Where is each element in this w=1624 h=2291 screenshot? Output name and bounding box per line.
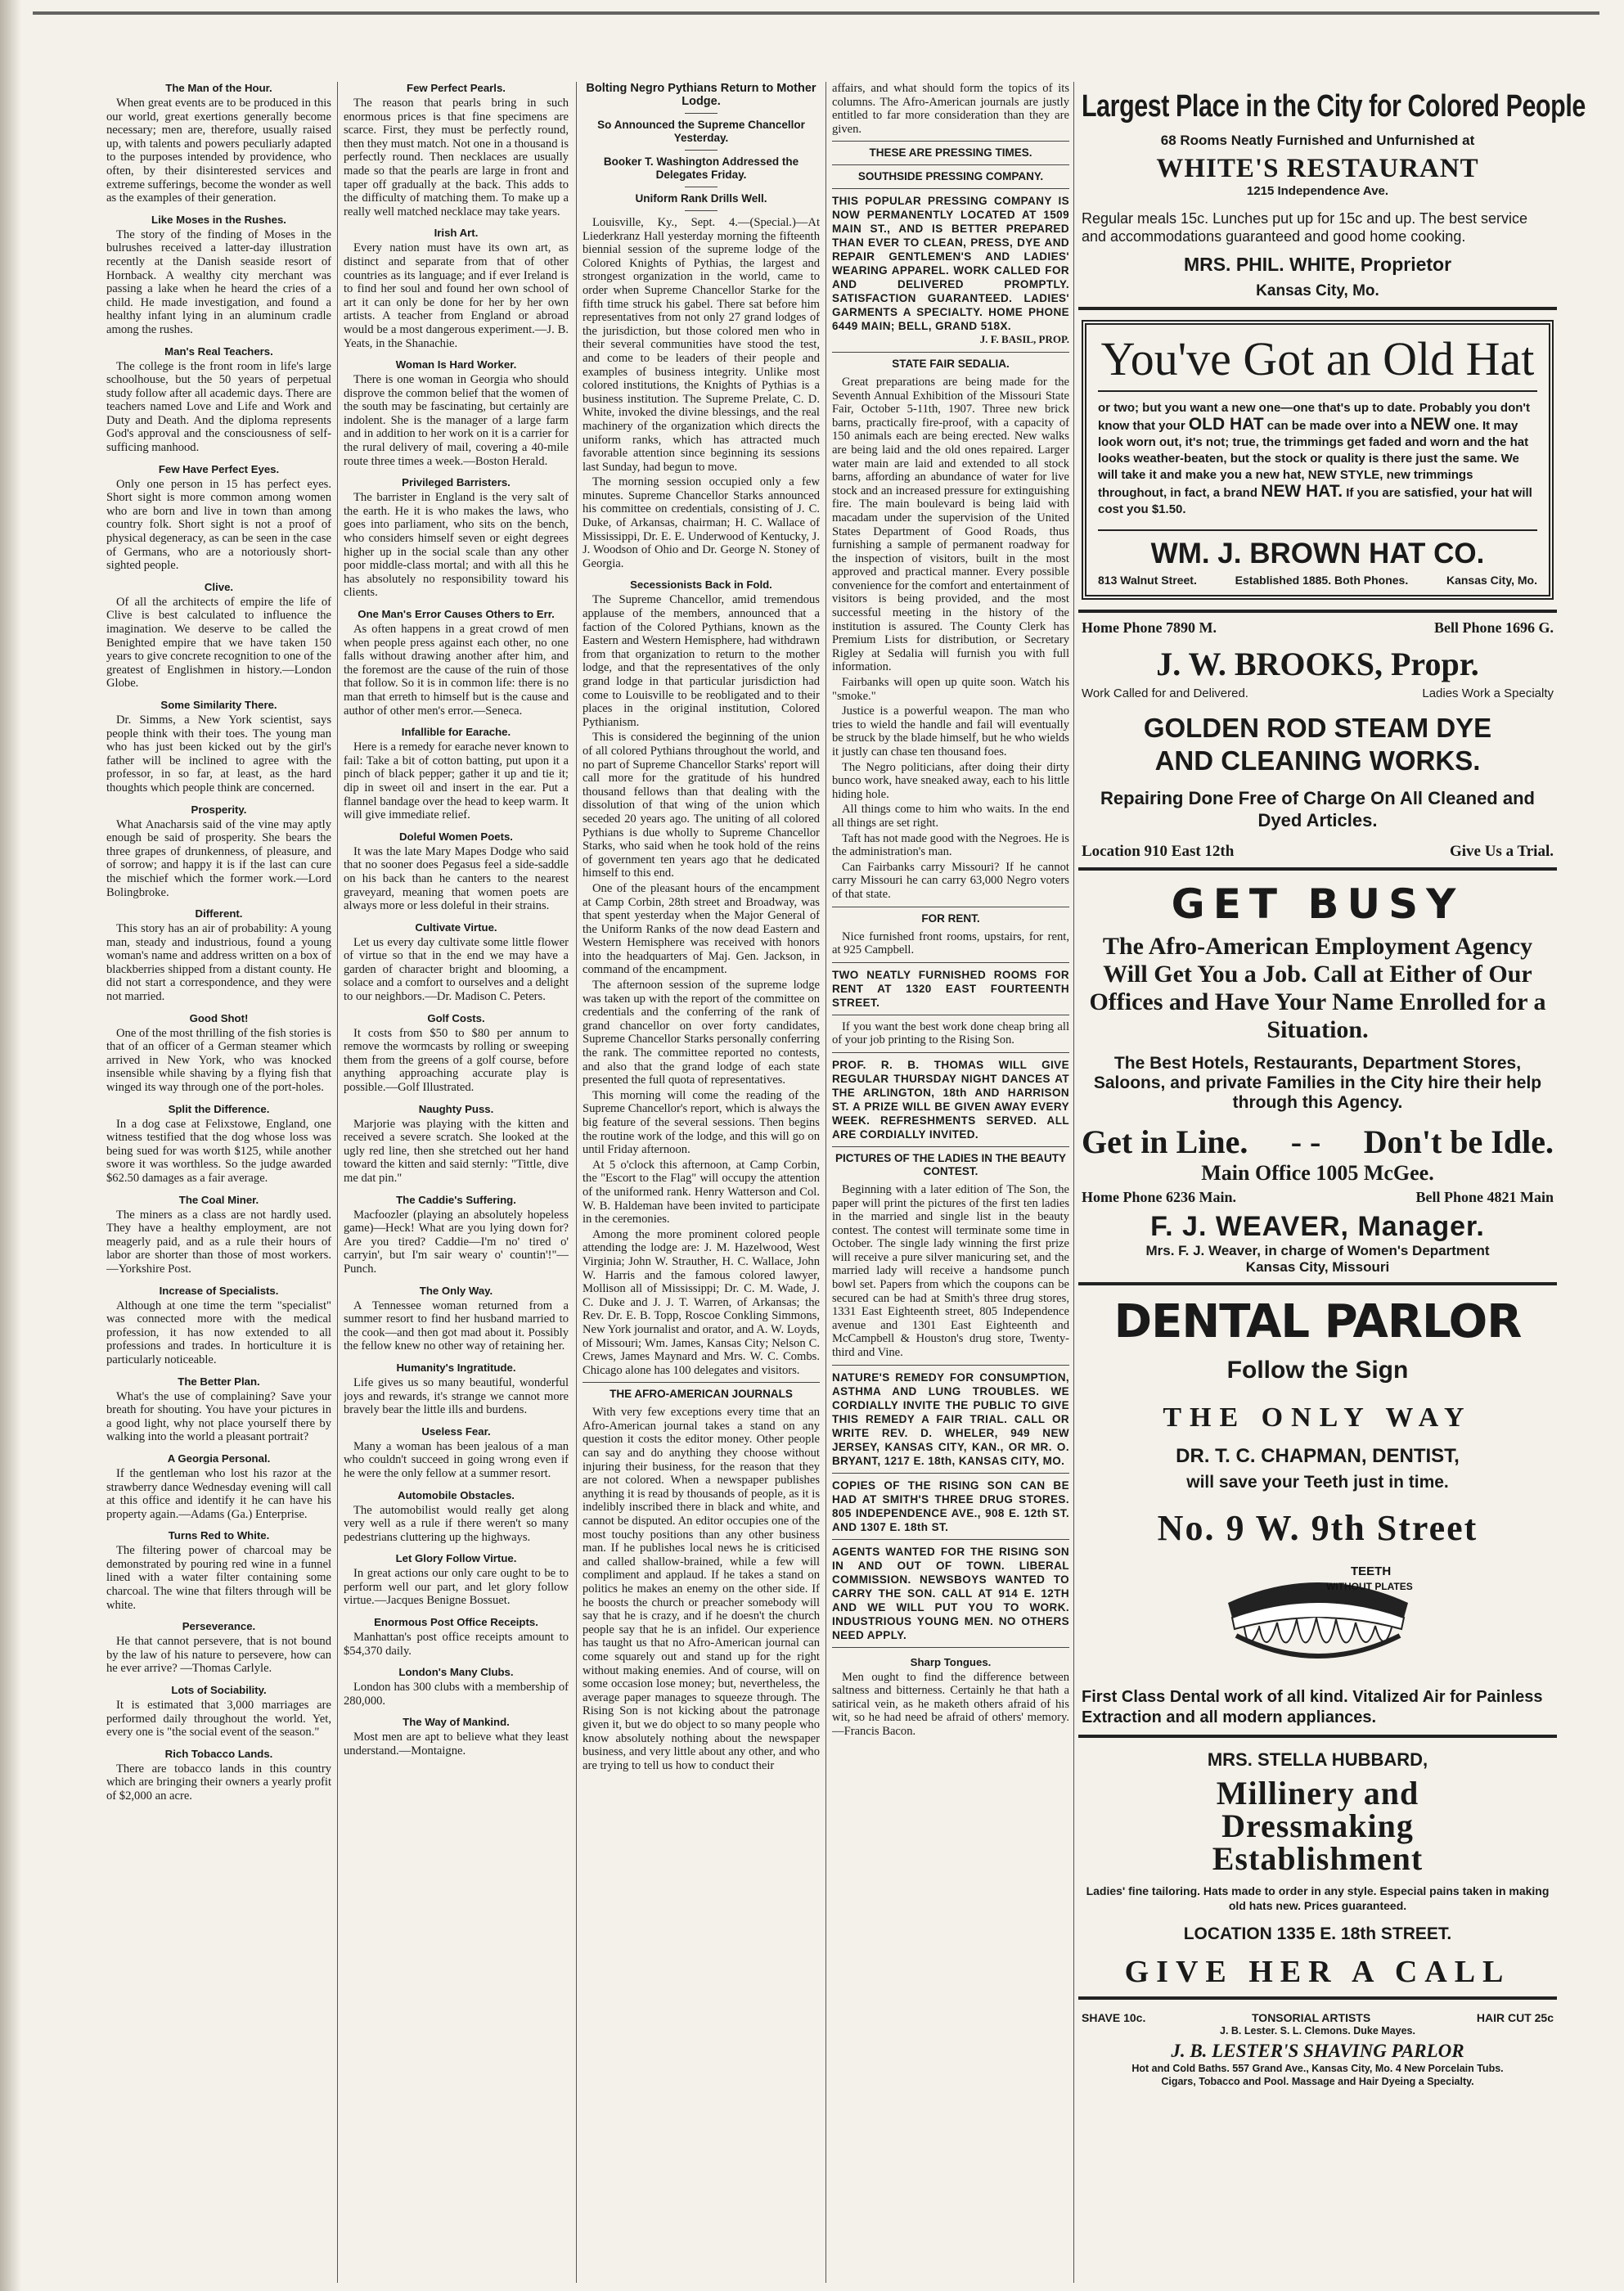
ad-established: Established 1885. Both Phones. xyxy=(1235,574,1409,587)
article-headline: THE AFRO-AMERICAN JOURNALS xyxy=(610,1388,793,1401)
ad-phone-row xyxy=(1082,1189,1554,1206)
item-text: One of the most thrilling of the fish stories is that of an officer of a German steamer which arrived in New York, who was knocked insensible while shaving by a flying fish that winged its way through one of the port-holes. xyxy=(106,1026,331,1095)
article-text: Among the more prominent colored people attending the lodge are: J. M. Hazelwood, West Virginia; John W. Strauther, H. C. Wallace, John W. Harris and the famous colored lawyer, Mollison all of Mississippi; Dr. C. M. Wade, J. C. Duke and J. J. T. Warren, of Arkansas; the Rev. Dr. E. B. Topp, Roscoe Conkling Simmons, New York journalist and orator, and A. W. Loyds, of Missouri; Wm. James, Kansas City; Nelson C. Crews, James Maynard and Mrs. W. C. Combs. Chicago alone has 100 delegates and visitors. xyxy=(583,1227,820,1377)
divider xyxy=(832,141,1069,142)
notice-heading: FOR RENT. xyxy=(921,911,980,925)
item-text: As often happens in a great crowd of men when people press against each other, no one falls without drawing another after him, and the foremost are the cause of the ruin of those that follow. So it is in common life: there is no man that erreth to himself but is the cause and author of other men's error.—Seneca. xyxy=(344,623,569,718)
item-heading: Like Moses in the Rushes. xyxy=(151,213,286,226)
teeth-sign-label: WITHOUT PLATES xyxy=(1325,1581,1413,1592)
item-heading: Few Perfect Pearls. xyxy=(407,82,506,94)
ad-headline: Largest Place in the City for Colored People xyxy=(1082,89,1586,124)
article-headline: Bolting Negro Pythians Return to Mother Lodge. xyxy=(586,82,816,108)
ad-business-name: WHITE'S RESTAURANT xyxy=(1156,154,1479,183)
item-text: London has 300 clubs with a membership of 280,000. xyxy=(344,1681,569,1708)
ad-proprietor: F. J. WEAVER, Manager. xyxy=(1150,1211,1485,1242)
divider xyxy=(832,1052,1069,1053)
item-text: What Anacharsis said of the vine may aptly enough be said of prosperity. She bears the three grapes of drunkenness, of pleasure, and of sorrow; and happy it is if the last can cure the mischief which the former work.—Lord Bolingbroke. xyxy=(106,817,331,899)
item-heading: Automobile Obstacles. xyxy=(398,1488,515,1501)
ad-text: Regular meals 15c. Lunches put up for 15c and up. The best service and accommodations guaranteed and good home cooking. xyxy=(1082,210,1527,245)
ad-business-name-line: Dressmaking xyxy=(1221,1807,1414,1844)
item-text: This story has an air of probability: A young man, steady and industrious, found a young woman's name and address written on a box of blackberries shipped from a distant county. He did not start a correspondence, and they were not married. xyxy=(106,922,331,1004)
notice-text: NATURE'S REMEDY FOR CONSUMPTION, ASTHMA AND LUNG TROUBLES. WE CORDIALLY INVITE THE PUBLIC TO GIVE THIS REMEDY A FAIR TRIAL. CALL OR WRITE REV. D. WHELER, 949 NEW JERSEY, KANSAS CITY, KAN., OR MR. O. BRYANT, 1217 E. 18th, KANSAS CITY, MO. xyxy=(832,1371,1069,1467)
column-rule xyxy=(337,82,338,2283)
item-text: The miners as a class are not hardly used. They have a healthy employment, are not meagerly paid, and as a rule their hours of labor are shorter than those of most workers.—Yorkshire Post. xyxy=(106,1208,331,1276)
item-text: Dr. Simms, a New York scientist, says people think with their toes. The young man who has just been kicked out by the girl's father will be inclined to agree with the professor, in so far, at least, as the hard thoughts which people think are concerned. xyxy=(106,713,331,794)
item-text: Of all the architects of empire the life of Clive is best calculated to influence the imagination. We deserve to be called the Benighted empire that we have taken 150 years to give concrete recognition to one of the greatest of Englishmen in history.—London Globe. xyxy=(106,595,331,691)
ad-text: First Class Dental work of all kind. Vitalized Air for Painless Extraction and all modern appliances. xyxy=(1082,1688,1543,1726)
item-text: The barrister in England is the very salt of the earth. He it is who makes the laws, who goes into parliament, who sits on the bench, who considers himself seven or eight degrees higher up in the social scale than any other poor middle-class mortal; and with all this he has absolutely no responsibility toward his clients. xyxy=(344,491,569,600)
ad-text-part: or two; but you want a new one—one that's up to date. Probably you don't know that your xyxy=(1098,401,1530,433)
notice-signature: J. F. BASIL, PROP. xyxy=(979,333,1069,346)
ads-column xyxy=(1078,82,1586,2283)
article-text: If you want the best work done cheap bring all of your job printing to the Rising Son. xyxy=(832,1019,1069,1047)
column-3 xyxy=(583,82,820,2283)
column-1 xyxy=(106,82,331,2283)
item-heading: Infallible for Earache. xyxy=(401,726,511,739)
ad-phone: Bell Phone 4821 Main xyxy=(1415,1189,1554,1205)
item-text: The automobilist would really get along very well as a rule if there weren't so many pedestrians cluttering up the highways. xyxy=(344,1503,569,1544)
ad-text-part: can be made over into a xyxy=(1263,419,1410,433)
item-heading: Woman Is Hard Worker. xyxy=(395,358,517,371)
item-text: There is one woman in Georgia who should disprove the common belief that the women of the south may be fascinating, but certainly are indolent. She is the manager of a large farm and in addition to her work on it is a carrier for the rural delivery of mail, covering a 40-mile route three times a week.—Boston Herald. xyxy=(344,373,569,468)
ad-text: Cigars, Tobacco and Pool. Massage and Hair Dyeing a Specialty. xyxy=(1161,2076,1474,2087)
article-subhead: Booker T. Washington Addressed the Delegates Friday. xyxy=(603,155,799,181)
ad-text: Ladies' fine tailoring. Hats made to order in any style. Especial pains taken in making old hats new. Prices guaranteed. xyxy=(1086,1884,1550,1912)
item-text: In a dog case at Felixstowe, England, one witness testified that the dog whose loss was being sued for was worth $125, while another swore it was worthless. So the judge awarded $62.50 damages as a fair average. xyxy=(106,1117,331,1185)
ad-address-row xyxy=(1098,574,1537,587)
item-heading: Turns Red to White. xyxy=(168,1529,270,1542)
item-text: If the gentleman who lost his razor at the strawberry dance Wednesday evening will call at this office and identify it he can have his property again.—Adams (Ga.) Enterprise. xyxy=(106,1466,331,1521)
item-heading: London's Many Clubs. xyxy=(398,1666,514,1679)
article-text: Justice is a powerful weapon. The man who tries to wield the handle and fail will eventually be struck by the blade himself, but he who wields it justly can chase ten thousand foes. xyxy=(832,704,1069,758)
ad-slogan: GIVE HER A CALL xyxy=(1124,1955,1511,1989)
item-heading: Good Shot! xyxy=(189,1011,249,1024)
ad-names: J. B. Lester. S. L. Clemons. Duke Mayes. xyxy=(1220,2025,1415,2037)
ad-text: Ladies Work a Specialty xyxy=(1422,686,1554,700)
ad-proprietor: MRS. PHIL. WHITE, Proprietor xyxy=(1183,254,1452,275)
article-text: affairs, and what should form the topics of its columns. The Afro-American journals are justly entitled to far more consideration than they are given. xyxy=(832,82,1069,136)
divider xyxy=(832,1539,1069,1540)
column-rule xyxy=(825,82,826,2283)
ad-shaving-parlor xyxy=(1078,2000,1557,2095)
item-text: Every nation must have its own art, as distinct and separate from that of other countries as its language; and if ever Ireland is to find her soul and found her own school of art it can only be done for her by her own artists. A teacher from England or abroad would be a most dangerous experiment.—J. B. Yeats, in the Shanachie. xyxy=(344,241,569,350)
ad-row xyxy=(1082,686,1554,700)
ad-box xyxy=(1082,320,1554,600)
ad-text-part: one. It may look worn out, it's not; true, the trimmings get faded and worn and the hat looks weather-beaten, but the stock or quality is there just the same. We will take it and make you a new hat, NEW STYLE, new trimmings throughout, in fact, a brand xyxy=(1098,419,1529,500)
article-text: Great preparations are being made for the Seventh Annual Exhibition of the Missouri State Fair, October 5-11th, 1907. Three new brick barns, practically fire-proof, with a capacity of 150 animals each are being erected. New walks are being laid and the old ones repaired. Larger water main are laid and extended to all stock barns, affording an abundance of water for live stock and an increased pressure for extinguishing fire. The main boulevard is being laid with macadam under the supervision of the United States Department of Good Roads, thus furnishing a sample of permanent roadway for the inspection of visitors, built in the most approved and practical manner. Every possible convenience for the comfort and entertainment of visitors is being provided, and the most successful meeting in the history of the institution is assured. The County Clerk has Premium Lists for distribution, or Secretary Rigley at Sedalia will furnish you with full information. xyxy=(832,375,1069,674)
ad-proprietor: J. W. BROOKS, Propr. xyxy=(1156,646,1479,682)
item-heading: The Way of Mankind. xyxy=(403,1716,510,1729)
item-heading: Prosperity. xyxy=(191,803,247,816)
item-text: The college is the front room in life's large schoolhouse, but the 50 years of perpetual study follow after all academic days. There are teachers named Love and Life and Work and Duty and Death. And the diploma represents God's approval and the consciousness of self-sufficing manhood. xyxy=(106,359,331,455)
ad-proprietor: DR. T. C. CHAPMAN, DENTIST, xyxy=(1176,1445,1460,1467)
article-text: The Supreme Chancellor, amid tremendous applause of the members, announced that a faction of the Colored Pythians, known as the Eastern and Western Hemisphere, had withdrawn from that organization to return to the mother lodge, and that the representatives of the only grand lodge in that particular jurisdiction had come to Louisville to be reobligated and to their places in the original institution, Colored Pythianism. xyxy=(583,593,820,729)
ad-text: The Best Hotels, Restaurants, Department Stores, Saloons, and private Families in the City hire their help through this Agency. xyxy=(1093,1054,1542,1112)
divider xyxy=(832,962,1069,963)
item-heading: Lots of Sociability. xyxy=(171,1684,267,1697)
top-rule xyxy=(33,11,1599,15)
item-text: In great actions our only care ought to be to perform well our part, and let glory follow virtue.—Jacques Benigne Bossuet. xyxy=(344,1567,569,1608)
item-heading: Golf Costs. xyxy=(427,1011,485,1024)
item-heading: The Caddie's Suffering. xyxy=(396,1193,516,1206)
divider xyxy=(832,1365,1069,1366)
notice-heading: SOUTHSIDE PRESSING COMPANY. xyxy=(857,170,1044,183)
ad-slogan: Get in Line. xyxy=(1082,1123,1248,1160)
item-text: Although at one time the term "specialist" was connected more with the medical profession, it has now extended to all professions and trades. In horticulture it is particularly noticeable. xyxy=(106,1299,331,1366)
ad-text: will save your Teeth just in time. xyxy=(1186,1473,1449,1492)
item-heading: Different. xyxy=(195,907,243,920)
item-text: Many a woman has been jealous of a man who couldn't succeed in going wrong even if he were the only fellow at a summer resort. xyxy=(344,1439,569,1480)
ad-golden-rod xyxy=(1078,613,1557,871)
ad-price: SHAVE 10c. xyxy=(1082,2011,1146,2024)
ad-emphasis: NEW xyxy=(1410,415,1451,434)
item-heading: The Better Plan. xyxy=(178,1375,260,1388)
ad-slogan-row xyxy=(1082,1123,1554,1161)
article-text: With very few exceptions every time that an Afro-American journal takes a stand on any question it costs the editor money. Other people can say and do anything they choose without injuring their business, for the reason that they are not colored. When a newspaper publishes anything it is read by thousands of people, as it is indelibly inscribed there in black and white, and cannot be disputed. An editor occupies one of the most touchy positions than any other business man. If he publishes local news he is criticised and called shallow-brained, while a few will compliment and applaud. If he takes a stand on politics he makes an enemy on the other side. If he boosts the church or preacher somebody will say that he is crazy, and if he doesn't the church people say that he is an infidel. Our experience has taught us that no Afro-American journal can come squarely out and stand up for the right without making enemies. And of course, will on some occasion lose money; but, nevertheless, the average paper manages to squeeze through. The Rising Son is not kicking about the patronage given it, but we do object to so many people who know absolutely nothing about the newspaper business, and very little about any other, and who are trying to tell us how to conduct their xyxy=(583,1406,820,1772)
item-text: A Tennessee woman returned from a summer resort to find her husband married to the cook—and then got mad about it. Possibly the fellow knew no other way of retaining her. xyxy=(344,1299,569,1353)
notice-heading: STATE FAIR SEDALIA. xyxy=(892,357,1010,370)
column-rule xyxy=(576,82,577,2283)
ad-text xyxy=(1098,400,1537,518)
item-text: The filtering power of charcoal may be demonstrated by pouring red wine in a funnel lined with a water filter containing some charcoal. The wine that filters through will be white. xyxy=(106,1544,331,1612)
item-text: Manhattan's post office receipts amount to $54,370 daily. xyxy=(344,1631,569,1658)
item-heading: Few Have Perfect Eyes. xyxy=(158,462,280,475)
article-subhead: Uniform Rank Drills Well. xyxy=(635,192,767,205)
ad-text: Hot and Cold Baths. 557 Grand Ave., Kansas City, Mo. 4 New Porcelain Tubs. xyxy=(1131,2063,1504,2074)
ad-text: Follow the Sign xyxy=(1226,1357,1409,1384)
divider xyxy=(832,1146,1069,1147)
ad-headline: You've Got an Old Hat xyxy=(1098,333,1537,392)
divider xyxy=(832,1473,1069,1474)
notice-text: COPIES OF THE RISING SON CAN BE HAD AT SMITH'S THREE DRUG STORES. 805 INDEPENDENCE AVE., 908 E. 12th ST. AND 1307 E. 18th ST. xyxy=(832,1479,1069,1533)
ad-price: HAIR CUT 25c xyxy=(1476,2011,1554,2024)
divider xyxy=(832,352,1069,353)
teeth-sign-label: TEETH xyxy=(1350,1564,1391,1578)
divider xyxy=(832,164,1069,165)
ad-emphasis: NEW HAT. xyxy=(1261,482,1343,501)
teeth-icon xyxy=(1212,1554,1424,1677)
ad-employment-agency xyxy=(1078,871,1557,1285)
item-heading: Increase of Specialists. xyxy=(159,1284,279,1297)
item-heading: Doleful Women Poets. xyxy=(399,830,513,843)
item-heading: Humanity's Ingratitude. xyxy=(396,1361,516,1374)
ad-address: 813 Walnut Street. xyxy=(1098,574,1197,587)
ad-text: The Afro-American Employment Agency Will Get You a Job. Call at Either of Our Offices and Have Your Name Enrolled for a Situation. xyxy=(1089,933,1546,1043)
ad-text: TONSORIAL ARTISTS xyxy=(1252,2011,1371,2024)
item-heading: Privileged Barristers. xyxy=(402,476,511,489)
article-text: The morning session occupied only a few minutes. Supreme Chancellor Starks announced his committee on credentials, consisting of J. C. Duke, of Arkansas, chairman; H. C. Wallace of Mississippi, Dr. E. E. Underwood of Kentucky, J. J. Woodson of Ohio and Dr. George N. Stoney of Georgia. xyxy=(583,475,820,570)
item-heading: Perseverance. xyxy=(182,1620,256,1633)
article-text: This is considered the beginning of the union of all colored Pythians throughout the world, and no part of Supreme Chancellor Starks' report will call more for the gratitude of his hundred thousand fellows than that dealing with the dissolution of that wing of the union which seceded 20 years ago. The uniting of all colored Pythians is due wholly to Supreme Chancellor Starks, who said when he took hold of the reins of government ten years ago that he dedicated himself to this end. xyxy=(583,731,820,880)
item-heading: Let Glory Follow Virtue. xyxy=(395,1552,517,1565)
item-text: Let us every day cultivate some little flower of virtue so that in the end we may have a garden of character bright and blooming, a solace and a comfort to ourselves and a delight to our neighbors.—Dr. Madison C. Peters. xyxy=(344,935,569,1004)
item-text: Macfoozler (playing an absolutely hopeless game)—Heck! What are you lying down for? Are you tired? Caddie—I'm no' tired o' carryin', but I'm sair weary o' countin'!"—Punch. xyxy=(344,1208,569,1276)
ad-millinery xyxy=(1078,1738,1557,2000)
article-text: At 5 o'clock this afternoon, at Camp Corbin, the "Escort to the Flag" will occupy the attention of the uniformed rank. Henry Watterson and Col. W. B. Haldeman have been invited to participate in the ceremonies. xyxy=(583,1158,820,1227)
ad-business-name-line: AND CLEANING WORKS. xyxy=(1154,745,1481,776)
notice-text: AGENTS WANTED FOR THE RISING SON IN AND OUT OF TOWN. LIBERAL COMMISSION. NEWSBOYS WANTED TO CARRY THE SON. CALL AT 914 E. 12TH AND WE WILL PUT YOU TO WORK. INDUSTRIOUS YOUNG MEN. NO OTHERS NEED APPLY. xyxy=(832,1545,1069,1641)
article-text: One of the pleasant hours of the encampment at Camp Corbin, 28th street and Broadway, was that spent yesterday when the Major General of the Uniform Ranks of the now dead Eastern and Western Hemisphere was received with honors into the headquarters of Maj. Gen. Jackson, in command of the encampment. xyxy=(583,881,820,977)
notice-text: TWO NEATLY FURNISHED ROOMS FOR RENT AT 1320 EAST FOURTEENTH STREET. xyxy=(832,968,1069,1009)
item-heading: Naughty Puss. xyxy=(418,1102,494,1115)
ad-business-name-line: Establishment xyxy=(1212,1840,1424,1877)
item-heading: One Man's Error Causes Others to Err. xyxy=(358,608,555,620)
item-text: The reason that pearls bring in such enormous prices is that fine specimens are scarce. First, they must be perfectly round, then they must match. Not one in a thousand is perfectly round. Then necklaces are usually made so that the pearls are large in front and taper off gradually at the back. This adds to the difficulty of matching them. To make up a really well matched necklace may take years. xyxy=(344,97,569,218)
article-text: The afternoon session of the supreme lodge was taken up with the report of the committee on credentials and the conferring of the rank of grand chancellor on over forty candidates, Supreme Chancellor Starks personally conferring the rank. The committee reported no contests, and also that the grand lodge of each state presented the full quota of representatives. xyxy=(583,979,820,1087)
article-subhead: Secessionists Back in Fold. xyxy=(630,578,772,592)
item-heading: The Coal Miner. xyxy=(178,1193,259,1206)
item-heading: Clive. xyxy=(204,580,234,593)
item-text: The story of the finding of Moses in the bulrushes received a latter-day illustration recently at the Danish seaside resort of Hornback. A wealthy city merchant was passing a lake when he heard the cries of a child. He made investigation, and found a healthy infant lying in an aluminum cradle among the rushes. xyxy=(106,227,331,336)
notice-text: PROF. R. B. THOMAS WILL GIVE REGULAR THURSDAY NIGHT DANCES AT THE ARLINGTON, 18th AND HARRISON ST. A PRIZE WILL BE GIVEN AWAY EVERY WEEK. REFRESHMENTS SERVED. ALL ARE CORDIALLY INVITED. xyxy=(832,1058,1069,1141)
ad-business-name xyxy=(1082,1777,1554,1875)
item-heading: Sharp Tongues. xyxy=(910,1655,992,1668)
ad-text: Mrs. F. J. Weaver, in charge of Women's Department xyxy=(1145,1243,1490,1258)
ad-business-name: J. B. LESTER'S SHAVING PARLOR xyxy=(1171,2041,1464,2061)
column-rule xyxy=(1073,82,1074,2283)
ad-text: Work Called for and Delivered. xyxy=(1082,686,1248,700)
ad-text-part: If you are satisfied, your hat will cost you $1.50. xyxy=(1098,486,1532,516)
item-heading: Enormous Post Office Receipts. xyxy=(374,1616,538,1629)
article-text: Beginning with a later edition of The Son, the paper will print the pictures of the first ten ladies in the married and single list in the beauty contest. The contest will terminate some time in October. The single lady winning the first prize will receive a pure silver manicuring set, and the married lady will receive a handsome punch bowl set. Papers from which the coupons can be secured can be had at Smith's three drug stores, 1331 East Eighteenth street, 805 Independence avenue and 1301 East Eighteenth and McCampbell & Houston's drug store, Twenty-third and Vine. xyxy=(832,1182,1069,1360)
ad-slogan: Don't be Idle. xyxy=(1363,1123,1554,1160)
article-subhead: So Announced the Supreme Chancellor Yesterday. xyxy=(597,119,805,144)
ad-slogan: - - xyxy=(1290,1123,1321,1160)
item-heading: Irish Art. xyxy=(434,227,479,240)
divider xyxy=(685,150,718,151)
article-text: Men ought to find the difference between saltness and bitterness. Certainly he that hath a satirical vein, as he maketh others afraid of his wit, so he had need be afraid of others' memory.—Francis Bacon. xyxy=(832,1670,1069,1738)
notice-heading: THESE ARE PRESSING TIMES. xyxy=(869,146,1032,160)
ad-business-name xyxy=(1082,712,1554,777)
ad-text: 68 Rooms Neatly Furnished and Unfurnished at xyxy=(1160,133,1475,148)
ad-phone-row xyxy=(1082,619,1554,637)
item-heading: Some Similarity There. xyxy=(160,698,277,711)
item-text: When great events are to be produced in this our world, great exertions generally become necessary; men are, therefore, usually raised up, with talents and powers peculiarly adapted to the purposes intended by providence, who often, by their disinterested services and extreme sufferings, become the wonder as well as the examples of their generation. xyxy=(106,97,331,205)
divider xyxy=(583,1382,820,1383)
item-text: Life gives us so many beautiful, wonderful joys and rewards, it's strange we cannot more bravely bear the little ills and burdens. xyxy=(344,1375,569,1417)
item-text: It was the late Mary Mapes Dodge who said that no sooner does Pegasus feel a side-saddle on his back than he canters to the nearest graveyard, meaning that women poets are always more or less doleful in their strains. xyxy=(344,844,569,913)
column-2 xyxy=(344,82,569,2283)
ad-address: 1215 Independence Ave. xyxy=(1246,184,1389,198)
ad-emphasis: OLD HAT xyxy=(1188,415,1264,434)
article-text: Louisville, Ky., Sept. 4.—(Special.)—At Liederkranz Hall yesterday morning the fifteenth biennial session of the supreme lodge of the Colored Knights of Pythias, the largest and strongest organization in the world, came to order when Supreme Chancellor Starke for the fifth time struck his gabel. There sat before him representatives from not only 27 grand lodges of the jurisdiction, but those colored men who in their several communities have stood the test, and come to be leaders of their people and examples of business integrity. Unlike most colored institutions, the Knights of Pythias is a business institution. The Supreme Prelate, C. D. White, invoked the divine blessings, and the real machinery of the organization which directs the uniform ranks, which has attracted much favorable attention since beginning its sessions last Sunday, had begun to move. xyxy=(583,216,820,474)
ad-business-name-line: Millinery and xyxy=(1216,1775,1419,1812)
item-heading: Man's Real Teachers. xyxy=(164,344,273,358)
article-text: Fairbanks will open up quite soon. Watch his "smoke." xyxy=(832,676,1069,703)
ad-text: Give Us a Trial. xyxy=(1449,843,1554,860)
article-text: Can Fairbanks carry Missouri? If he cannot carry Missouri he can carry 63,000 Negro voters of that state. xyxy=(832,860,1069,901)
item-heading: Rich Tobacco Lands. xyxy=(164,1747,273,1760)
ad-text: Repairing Done Free of Charge On All Cleaned and Dyed Articles. xyxy=(1100,788,1535,830)
item-text: Marjorie was playing with the kitten and received a severe scratch. She looked at the ugly red line, then she stretched out her hand toward the kitten and said sternly: "Tittle, dive me dat pin." xyxy=(344,1117,569,1185)
item-heading: The Only Way. xyxy=(419,1284,493,1297)
ad-business-name-line: GOLDEN ROD STEAM DYE xyxy=(1143,713,1492,743)
item-text: What's the use of complaining? Save your breath for shouting. You have your pictures in a good light, why not place yourself there by walking into the world a pleasant portrait? xyxy=(106,1389,331,1444)
ad-phone: Home Phone 6236 Main. xyxy=(1082,1189,1236,1205)
divider xyxy=(832,188,1069,189)
ad-city: Kansas City, Mo. xyxy=(1256,282,1379,299)
item-heading: Split the Difference. xyxy=(168,1102,270,1115)
ad-price-row xyxy=(1082,2011,1554,2024)
ad-row xyxy=(1082,843,1554,861)
ad-phone: Home Phone 7890 M. xyxy=(1082,619,1217,636)
ad-proprietor: MRS. STELLA HUBBARD, xyxy=(1207,1749,1428,1770)
divider xyxy=(685,210,718,211)
ad-city: Kansas City, Mo. xyxy=(1446,574,1537,587)
item-text: There are tobacco lands in this country which are bringing their owners a yearly profit of $2,000 an acre. xyxy=(106,1762,331,1803)
item-heading: Useless Fear. xyxy=(421,1425,491,1438)
ad-headline: DENTAL PARLOR xyxy=(1113,1295,1522,1348)
article-text: This morning will come the reading of the Supreme Chancellor's report, which is always the big feature of the several sessions. Then begins the routine work of the lodge, and this will go on until Friday afternoon. xyxy=(583,1088,820,1157)
item-text: Here is a remedy for earache never known to fail: Take a bit of cotton batting, put upon it a pinch of black pepper; gather it up and tie it; dip in sweet oil and insert in the ear. Put a flannel bandage over the head to keep warm. It will give immediate relief. xyxy=(344,740,569,822)
item-text: He that cannot persevere, that is not bound by the law of his nature to persevere, how can he ever arrive? —Thomas Carlyle. xyxy=(106,1635,331,1676)
item-text: It costs from $50 to $80 per annum to remove the wormcasts by rolling or sweeping them from the greens of a golf course, before anything approaching accurate play is possible.—Golf Illustrated. xyxy=(344,1026,569,1095)
article-text: The Negro politicians, after doing their dirty bunco work, have sneaked away, each to his little hiding hole. xyxy=(832,760,1069,801)
divider xyxy=(685,113,718,114)
item-heading: Cultivate Virtue. xyxy=(415,920,497,934)
article-text: Taft has not made good with the Negroes. He is the administration's man. xyxy=(832,831,1069,859)
ad-address: No. 9 W. 9th Street xyxy=(1157,1508,1478,1548)
notice-heading: PICTURES OF THE LADIES IN THE BEAUTY CONTEST. xyxy=(834,1151,1067,1177)
item-text: Only one person in 15 has perfect eyes. Short sight is more common among women who are born and live in town than among country folk. Short sight is not a proof of physical degeneracy, as can be seen in the case of Germans, who are a notoriously short-sighted people. xyxy=(106,477,331,573)
ad-address: Main Office 1005 McGee. xyxy=(1201,1161,1434,1185)
ad-whites-restaurant xyxy=(1078,82,1586,310)
ad-address: LOCATION 1335 E. 18th STREET. xyxy=(1183,1924,1452,1943)
ad-brown-hat-co xyxy=(1078,310,1557,613)
ad-city: Kansas City, Missouri xyxy=(1245,1259,1390,1275)
item-heading: The Man of the Hour. xyxy=(165,82,272,94)
item-text: Most men are apt to believe what they least understand.—Montaigne. xyxy=(344,1731,569,1758)
ad-address: Location 910 East 12th xyxy=(1082,843,1235,860)
notice-text: THIS POPULAR PRESSING COMPANY IS NOW PERMANENTLY LOCATED AT 1509 MAIN ST., AND IS BETTER PREPARED THAN EVER TO CLEAN, PRESS, DYE AND REPAIR GENTLEMEN'S AND LADIES' WEARING APPAREL. WORK CALLED FOR AND DELIVERED PROMPTLY. SATISFACTION GUARANTEED. LADIES' GARMENTS A SPECIALTY. HOME PHONE 6449 MAIN; BELL, GRAND 518X. xyxy=(832,195,1069,333)
item-heading: A Georgia Personal. xyxy=(167,1452,271,1465)
article-text: All things come to him who waits. In the end all things are set right. xyxy=(832,803,1069,830)
column-4 xyxy=(832,82,1069,2283)
ad-phone: Bell Phone 1696 G. xyxy=(1433,619,1554,636)
item-text: It is estimated that 3,000 marriages are performed daily throughout the world. Yet, every one is "the social event of the season." xyxy=(106,1699,331,1740)
ad-business-name: WM. J. BROWN HAT CO. xyxy=(1098,529,1537,570)
ad-headline: GET BUSY xyxy=(1171,880,1464,928)
article-text: Nice furnished front rooms, upstairs, for rent, at 925 Campbell. xyxy=(832,929,1069,957)
divider xyxy=(832,1647,1069,1648)
page-edge-shadow xyxy=(0,0,21,2291)
ad-slogan: THE ONLY WAY xyxy=(1163,1402,1473,1433)
ad-dental-parlor xyxy=(1078,1285,1557,1738)
